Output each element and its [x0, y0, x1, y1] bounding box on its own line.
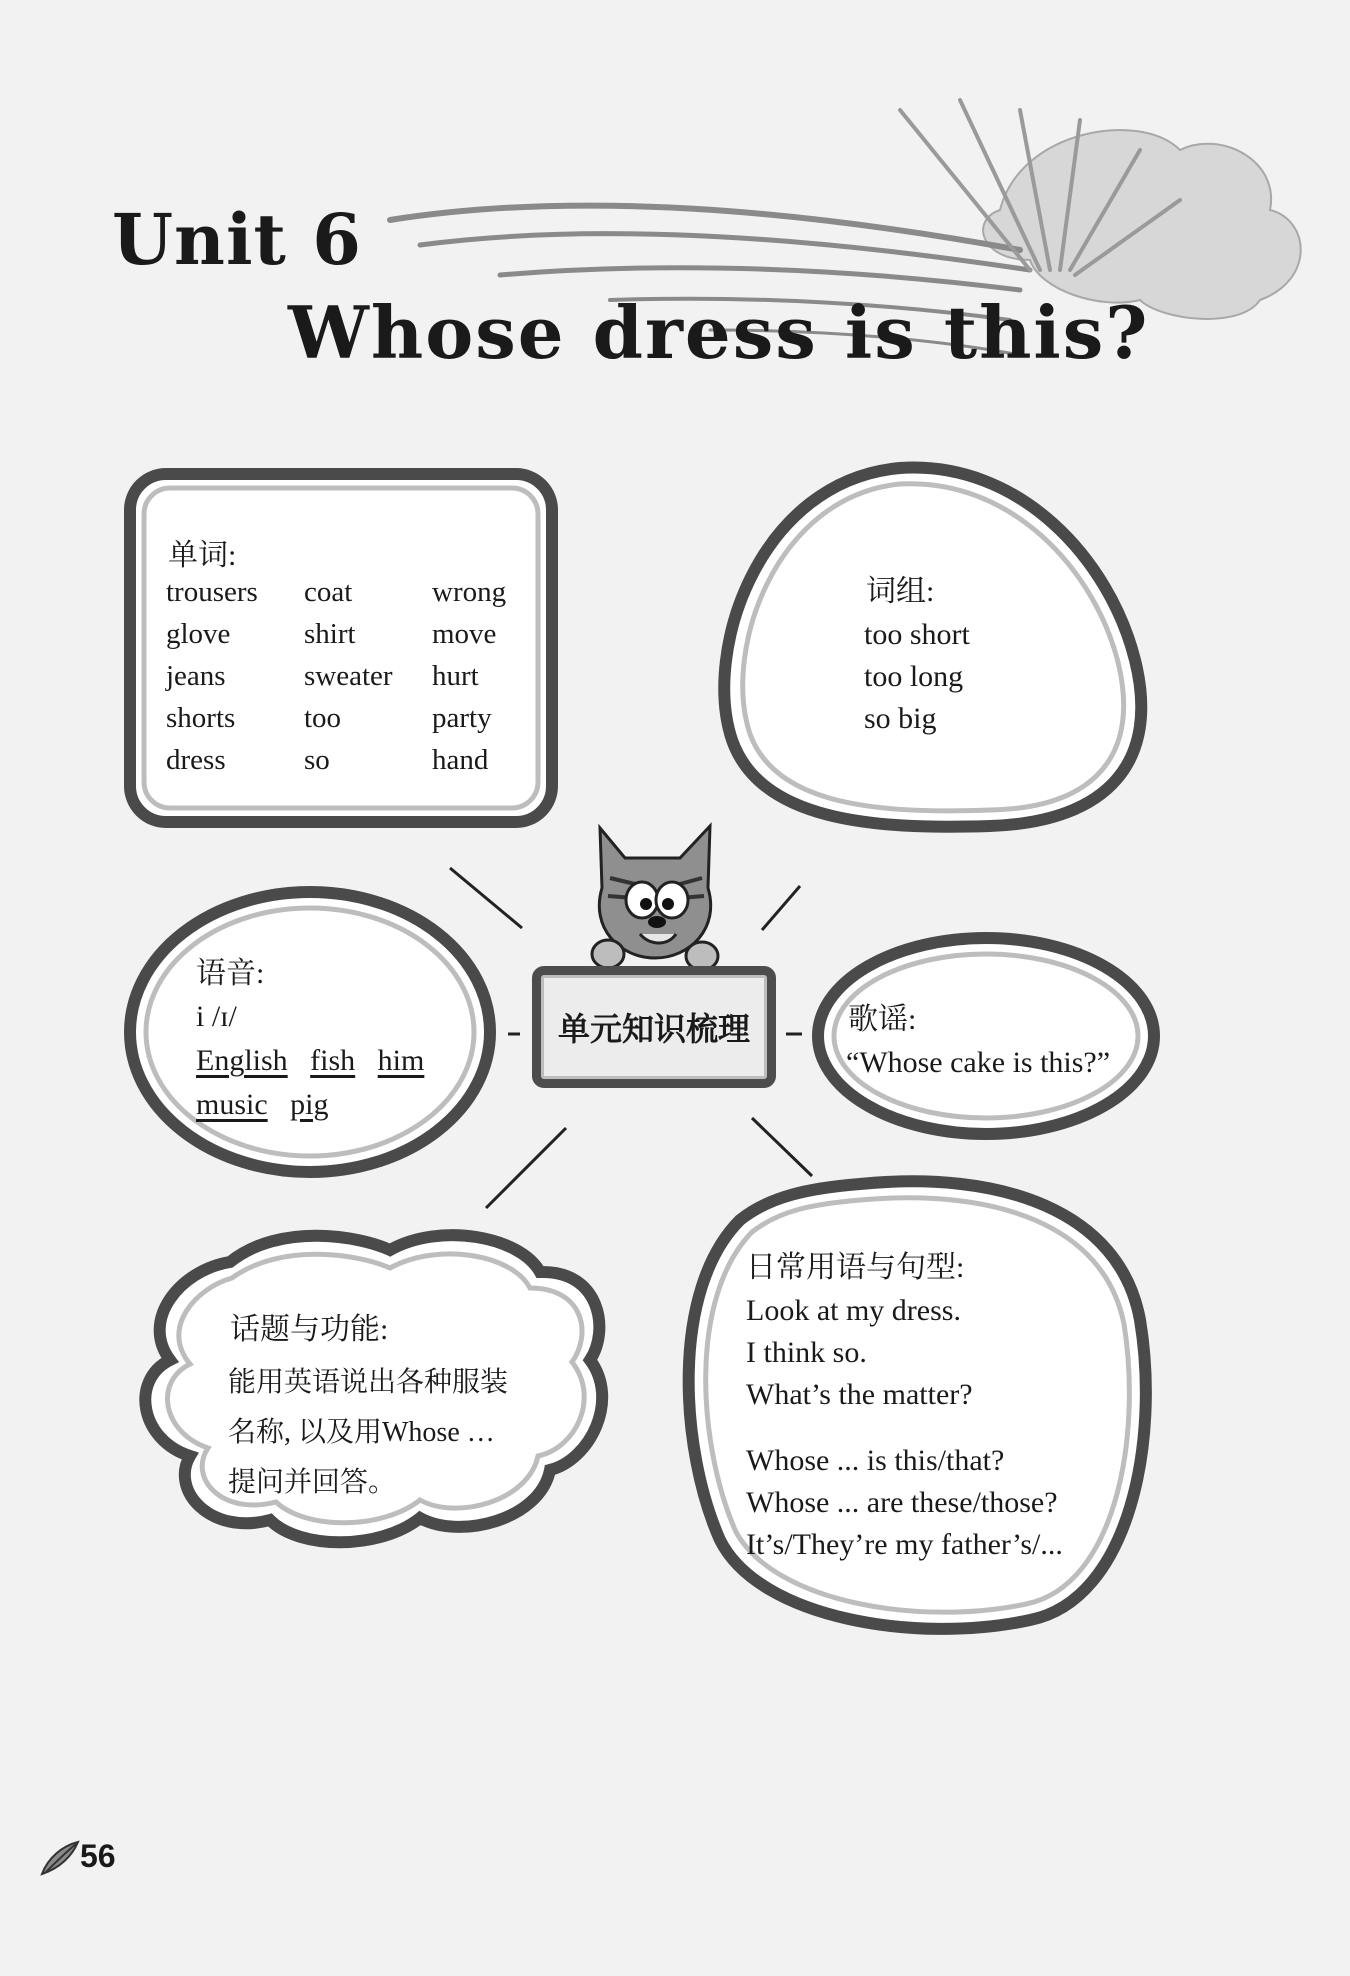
- phrase-item: too short: [864, 618, 970, 651]
- expression-line: It’s/They’re my father’s/...: [746, 1528, 1063, 1561]
- phonics-words-2: [196, 1084, 329, 1126]
- expression-line: I think so.: [746, 1336, 867, 1369]
- phonics-word: English: [196, 1044, 288, 1077]
- vocab-word: sweater: [304, 660, 393, 692]
- topic-line: 提问并回答。: [228, 1467, 397, 1498]
- topic-label: 话题与功能:: [230, 1313, 389, 1346]
- phonics-words: [196, 1040, 424, 1082]
- page-number: 56: [80, 1838, 116, 1874]
- vocab-word: too: [304, 702, 342, 734]
- phrases-list: [864, 614, 970, 740]
- phonics-frame: [130, 892, 490, 1172]
- chant-label: 歌谣:: [848, 1003, 917, 1036]
- vocab-word: hand: [432, 744, 489, 776]
- leaf-icon: [38, 1838, 82, 1878]
- expression-line: Whose ... are these/those?: [746, 1486, 1058, 1519]
- topic-line: 能用英语说出各种服装: [228, 1367, 509, 1398]
- phonics-word: pig: [290, 1088, 329, 1121]
- chant-text: “Whose cake is this?”: [846, 1046, 1111, 1079]
- topic-line: 名称, 以及用Whose …: [228, 1417, 495, 1448]
- phonics-label: 语音:: [196, 957, 265, 990]
- phonics-sound: i /ɪ/: [196, 1000, 237, 1033]
- vocab-word: dress: [166, 744, 226, 776]
- vocab-word: trousers: [166, 576, 258, 608]
- unit-number: Unit 6: [112, 198, 362, 281]
- phrase-item: so big: [864, 702, 937, 735]
- expressions-label: 日常用语与句型:: [746, 1251, 965, 1284]
- phonics-word: him: [377, 1044, 425, 1077]
- expression-line: Whose ... is this/that?: [746, 1444, 1005, 1477]
- vocab-word: jeans: [166, 660, 226, 692]
- vocab-word: so: [304, 744, 330, 776]
- phonics-word: fish: [310, 1044, 356, 1077]
- vocab-word: move: [432, 618, 497, 650]
- cat-mascot: [580, 818, 730, 978]
- topic-lines: [228, 1358, 508, 1508]
- vocab-word: shorts: [166, 702, 236, 734]
- vocab-list: [166, 576, 526, 796]
- expression-line: What’s the matter?: [746, 1378, 973, 1411]
- vocab-word: shirt: [304, 618, 356, 650]
- expression-line: Look at my dress.: [746, 1294, 961, 1327]
- vocab-label: 单词:: [168, 539, 237, 572]
- vocab-word: glove: [166, 618, 231, 650]
- phrase-item: too long: [864, 660, 964, 693]
- center-label: 单元知识梳理: [532, 966, 776, 1088]
- vocab-word: coat: [304, 576, 353, 608]
- vocab-word: wrong: [432, 576, 507, 608]
- vocab-word: party: [432, 702, 492, 734]
- vocab-word: hurt: [432, 660, 479, 692]
- phonics-word: music: [196, 1088, 268, 1121]
- expressions-group-a: [746, 1290, 973, 1416]
- phrases-label: 词组:: [866, 575, 935, 608]
- expressions-group-b: [746, 1440, 1063, 1566]
- page-title: Whose dress is this?: [288, 290, 1150, 375]
